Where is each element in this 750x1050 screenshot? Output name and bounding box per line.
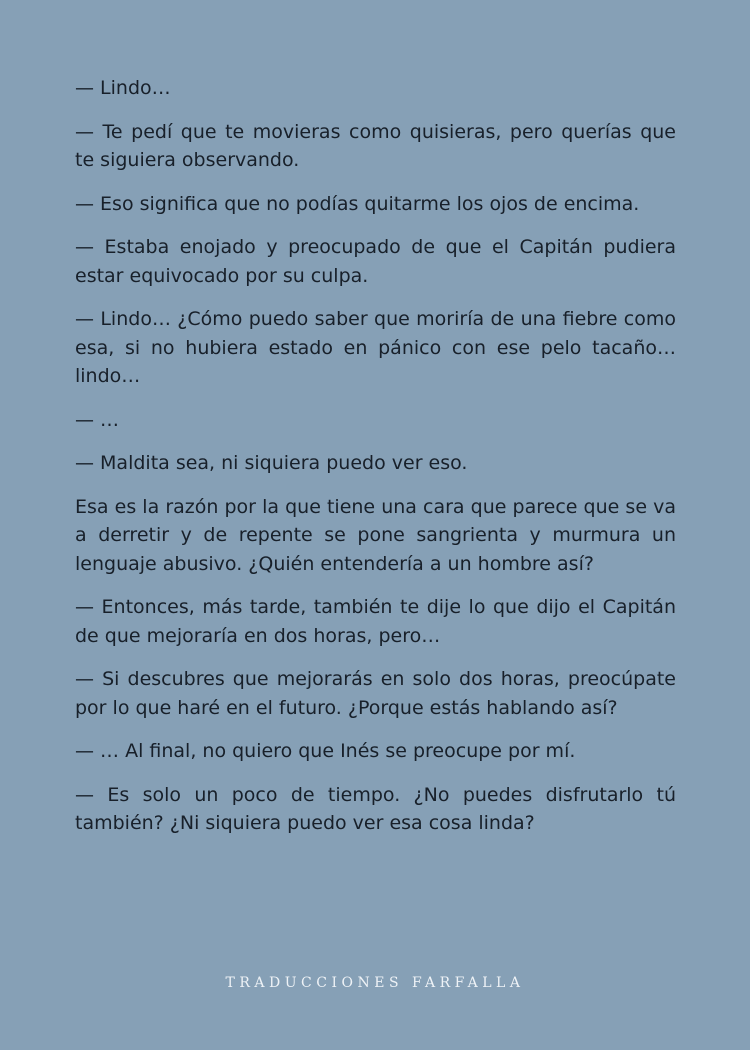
paragraph-10: — Si descubres que mejorarás en solo dos horas, preocúpate por lo que haré en el futuro. ¿Porque estás hablando así? <box>75 668 676 719</box>
paragraph-3: — Eso significa que no podías quitarme los ojos de encima. <box>75 192 640 215</box>
document-body <box>75 74 676 853</box>
paragraph-4: — Estaba enojado y preocupado de que el Capitán pudiera estar equivocado por su culpa. <box>75 236 676 287</box>
paragraph-1: — Lindo… <box>75 77 171 99</box>
paragraph-2: — Te pedí que te movieras como quisieras, pero querías que te siguiera observando. <box>75 120 676 171</box>
paragraph-11: — … Al final, no quiero que Inés se preocupe por mí. <box>75 740 576 762</box>
paragraph-7: — Maldita sea, ni siquiera puedo ver eso. <box>75 452 468 474</box>
paragraph-6: — … <box>75 408 120 431</box>
paragraph-8: Esa es la razón por la que tiene una cara que parece que se va a derretir y de repente se pone sangrienta y murmura un lenguaje abusivo. ¿Quién entendería a un hombre así? <box>75 495 676 575</box>
paragraph-12: — Es solo un poco de tiempo. ¿No puedes disfrutarlo tú también? ¿Ni siquiera puedo ver esa cosa linda? <box>75 783 676 834</box>
paragraph-9: — Entonces, más tarde, también te dije lo que dijo el Capitán de que mejoraría en dos horas, pero… <box>75 596 676 647</box>
footer-credit: TRADUCCIONES FARFALLA <box>225 975 525 991</box>
paragraph-5: — Lindo… ¿Cómo puedo saber que moriría de una fiebre como esa, si no hubiera estado en pánico con ese pelo tacaño… lindo… <box>75 308 676 387</box>
